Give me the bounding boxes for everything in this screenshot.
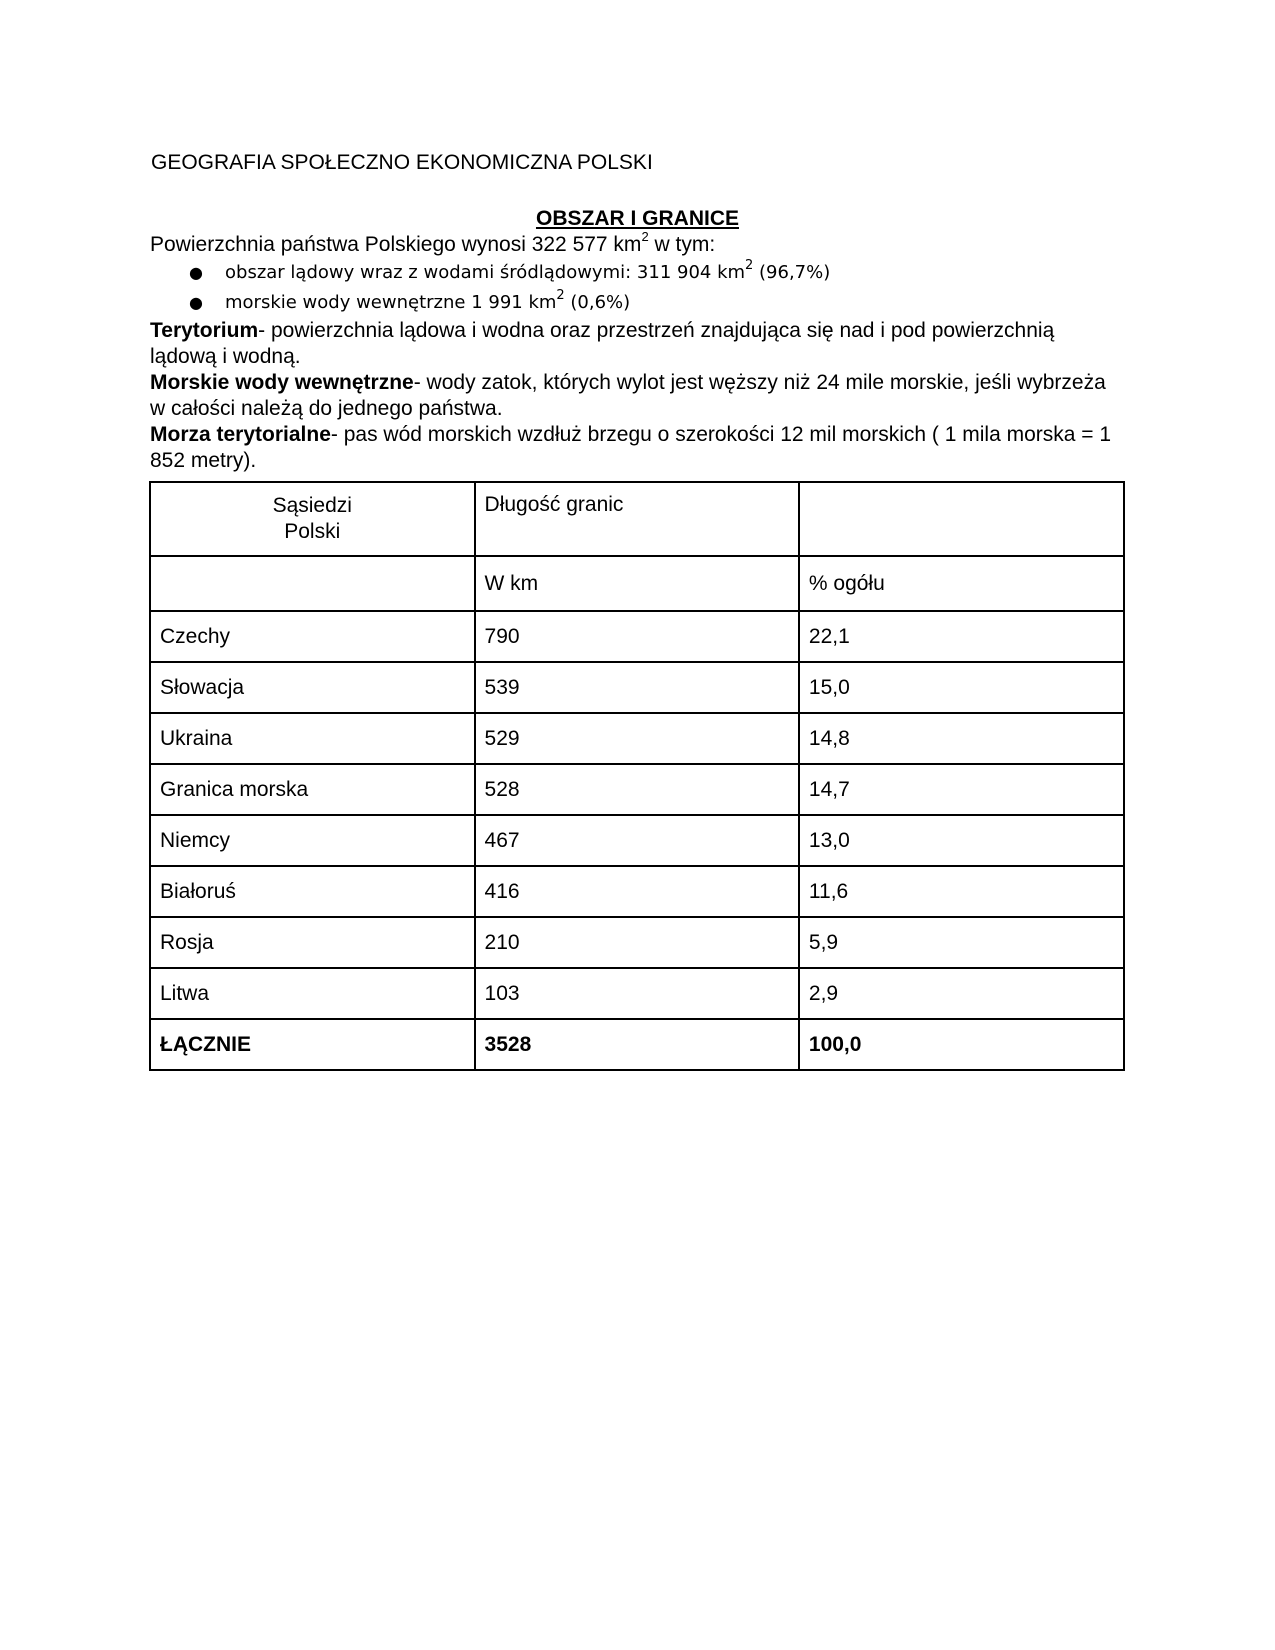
country-cell: Białoruś xyxy=(150,866,475,917)
km-cell: 103 xyxy=(475,968,799,1019)
definition-term: Morza terytorialne xyxy=(150,423,331,446)
country-cell: Niemcy xyxy=(150,815,475,866)
bullet-text-end: (0,6%) xyxy=(564,292,631,313)
percent-cell: 14,7 xyxy=(799,764,1124,815)
definition-text: - powierzchnia lądowa i wodna oraz przestrzeń znajdująca się nad i pod powierzchnią lądową i wodną. xyxy=(150,319,1055,368)
document-title: GEOGRAFIA SPOŁECZNO EKONOMICZNA POLSKI xyxy=(151,151,653,174)
table-row xyxy=(150,713,1124,764)
header-neighbours-line2: Polski xyxy=(284,520,341,543)
section-title: OBSZAR I GRANICE xyxy=(535,207,739,230)
intro-text-end: w tym: xyxy=(648,233,716,256)
km-cell: 467 xyxy=(475,815,799,866)
table-row xyxy=(150,815,1124,866)
table-row xyxy=(150,917,1124,968)
header-cell-length: Długość granic xyxy=(475,482,799,556)
bullet-text: morskie wody wewnętrzne 1 991 km xyxy=(225,292,557,313)
percent-cell: 15,0 xyxy=(799,662,1124,713)
country-cell: Granica morska xyxy=(150,764,475,815)
km-cell: 529 xyxy=(475,713,799,764)
country-cell: Litwa xyxy=(150,968,475,1019)
list-item xyxy=(150,288,1125,318)
total-km-cell: 3528 xyxy=(475,1019,799,1070)
bullet-text-end: (96,7%) xyxy=(753,262,831,283)
country-cell: Ukraina xyxy=(150,713,475,764)
definition-text: - pas wód morskich wzdłuż brzegu o szerokości 12 mil morskich ( 1 mila morska = 1 852 metry). xyxy=(150,423,1112,472)
intro-text: Powierzchnia państwa Polskiego wynosi 322 577 km xyxy=(150,233,642,256)
definition-internal-waters xyxy=(150,370,1125,422)
bullet-text: obszar lądowy wraz z wodami śródlądowymi: 311 904 km xyxy=(225,262,746,283)
bullet-list xyxy=(150,258,1125,318)
country-cell: Czechy xyxy=(150,611,475,662)
country-cell: Rosja xyxy=(150,917,475,968)
header-cell-empty xyxy=(799,482,1124,556)
table-row xyxy=(150,662,1124,713)
total-percent-cell: 100,0 xyxy=(799,1019,1124,1070)
total-label-cell: ŁĄCZNIE xyxy=(150,1019,475,1070)
list-item xyxy=(150,258,1125,288)
intro-paragraph xyxy=(150,229,1125,258)
header-cell-neighbours xyxy=(150,482,475,556)
definition-territorial-sea xyxy=(150,422,1125,474)
bullet-icon: ● xyxy=(189,293,203,312)
borders-table xyxy=(149,481,1125,1071)
definition-term: Terytorium xyxy=(150,319,259,342)
km-cell: 539 xyxy=(475,662,799,713)
percent-cell: 2,9 xyxy=(799,968,1124,1019)
units-cell-km: W km xyxy=(475,556,799,611)
table-total-row xyxy=(150,1019,1124,1070)
definition-term: Morskie wody wewnętrzne xyxy=(150,371,414,394)
table-row xyxy=(150,611,1124,662)
km-cell: 790 xyxy=(475,611,799,662)
intro-superscript: 2 xyxy=(641,229,649,244)
percent-cell: 13,0 xyxy=(799,815,1124,866)
country-cell: Słowacja xyxy=(150,662,475,713)
bullet-superscript: 2 xyxy=(556,288,565,303)
km-cell: 528 xyxy=(475,764,799,815)
km-cell: 416 xyxy=(475,866,799,917)
table-row xyxy=(150,764,1124,815)
percent-cell: 14,8 xyxy=(799,713,1124,764)
definition-territory xyxy=(150,318,1125,370)
percent-cell: 22,1 xyxy=(799,611,1124,662)
header-neighbours-line1: Sąsiedzi xyxy=(272,494,352,517)
units-cell-percent: % ogółu xyxy=(799,556,1124,611)
table-row xyxy=(150,866,1124,917)
definition-text: - wody zatok, których wylot jest węższy niż 24 mile morskie, jeśli wybrzeża w całości należą do jednego państwa. xyxy=(150,371,1106,420)
percent-cell: 11,6 xyxy=(799,866,1124,917)
table-header-row xyxy=(150,482,1124,556)
table-row xyxy=(150,968,1124,1019)
units-cell-empty xyxy=(150,556,475,611)
km-cell: 210 xyxy=(475,917,799,968)
bullet-superscript: 2 xyxy=(745,258,754,273)
percent-cell: 5,9 xyxy=(799,917,1124,968)
bullet-icon: ● xyxy=(189,263,203,282)
table-units-row xyxy=(150,556,1124,611)
document-body xyxy=(150,206,1125,474)
